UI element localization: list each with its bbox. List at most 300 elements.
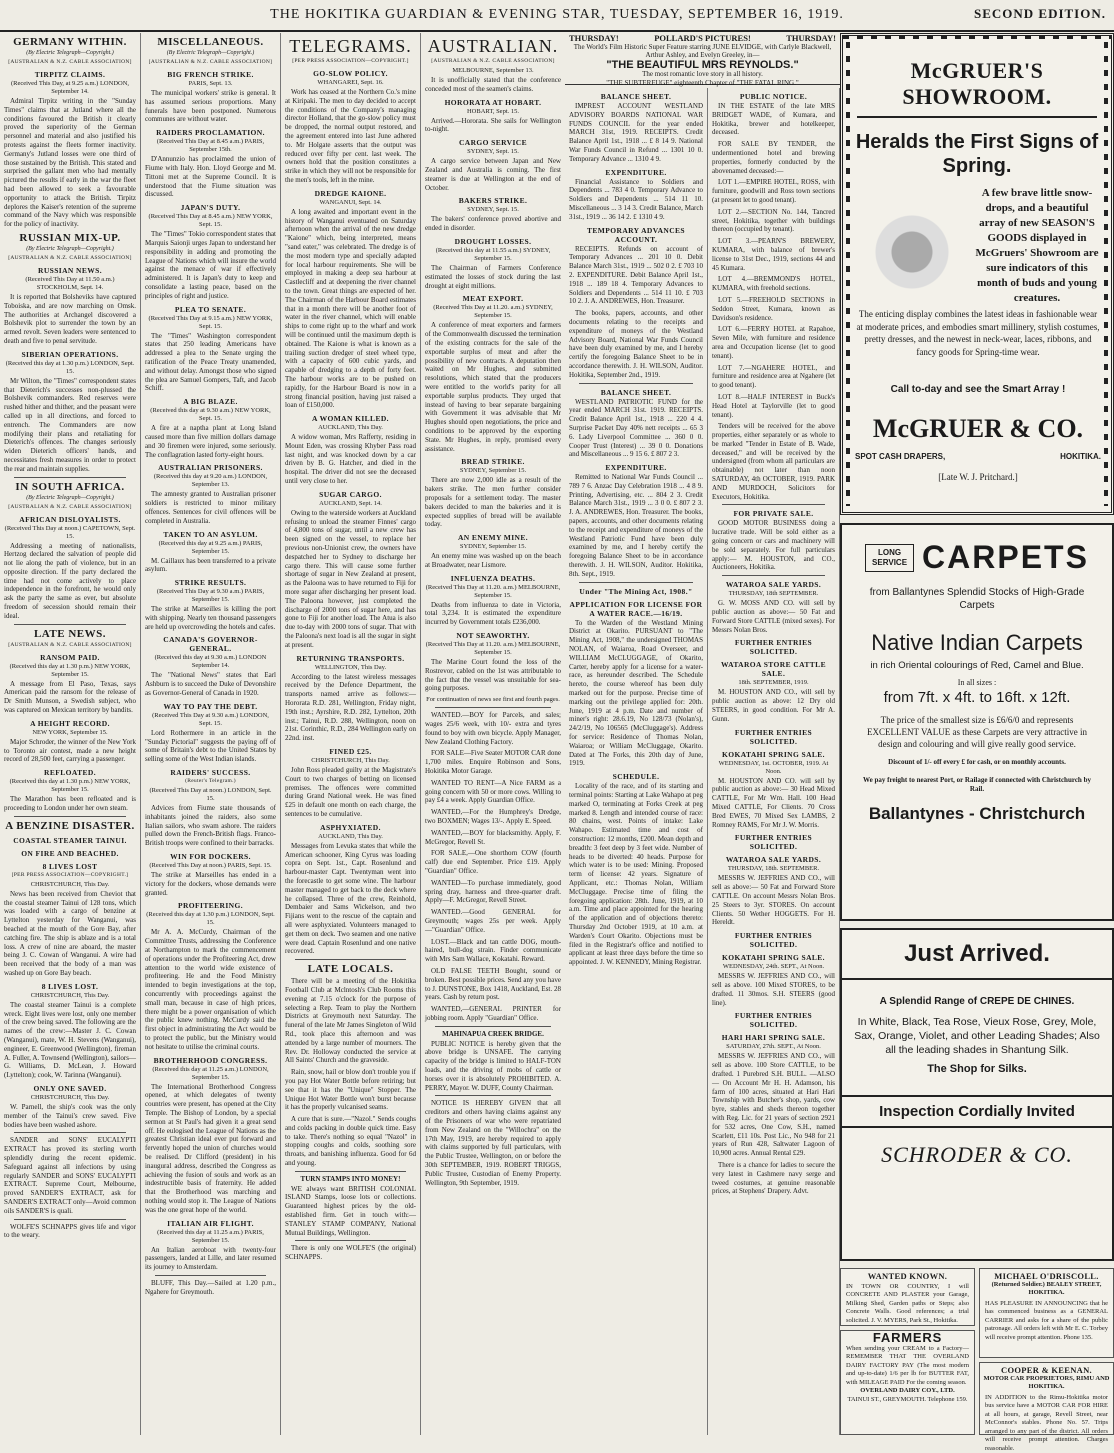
divider <box>579 582 693 583</box>
carpets-sizes: In all sizes : <box>842 678 1112 687</box>
article-body: Deaths from influenza to date in Victoria, total 3,234. It is estimated the expenditure incurred by Government totals £236,000. <box>425 601 561 627</box>
credit: (By Electric Telegraph—Copyright.) <box>4 50 136 57</box>
advert-wolfe: There is only one WOLFE'S (the original) SCHNAPPS. <box>285 1244 416 1262</box>
subhead: GO-SLOW POLICY. <box>285 69 416 78</box>
stock-sale-date: WEDNESDAY, 24th. SEPT., At Noon. <box>712 963 835 971</box>
odriscoll-head: MICHAEL O'DRISCOLL. <box>980 1272 1113 1281</box>
continuation-note: For continuation of news see first and fourth pages. <box>425 696 561 704</box>
article-body: An Italian aeroboat with twenty-four passengers, landed at Lille, and later resumed its journey to Amsterdam. <box>145 1246 276 1272</box>
article-body: It is unofficially stated that the conference conceded most of the seamen's claims. <box>425 76 561 94</box>
carpets-firm: Ballantynes - Christchurch <box>842 804 1112 824</box>
divider <box>14 477 126 478</box>
credit: (By Electric Telegraph—Copyright.) <box>4 246 136 253</box>
dateline: (Received This Day at noon.) PARIS, Sept. 15. <box>145 862 276 870</box>
stock-sale-body: MESSRS W. JEFFRIES AND CO., will sell as above. 100 Mixed STORES, to be drafted. 11 30mos. S.H. STEERS (good line). <box>712 972 835 1007</box>
divider <box>842 978 1112 980</box>
temporary-advances-head: TEMPORARY ADVANCES ACCOUNT. <box>569 226 703 244</box>
subhead: 8 LIVES LOST. <box>4 982 136 991</box>
subhead: HORORATA AT HOBART. <box>425 98 561 107</box>
dateline: (Received This Day at 11.50 a.m.) STOCKHOLM, Sept. 14. <box>4 276 136 292</box>
cinema-line-3: "THE SUBTERFUGE" eighteenth Chapter of "THE FATAL RING." <box>569 79 836 88</box>
classifieds-list <box>425 711 561 1023</box>
article-body: Advices from Fiume state thousands of inhabitants joined the raiders, also some Italian sailors, who swam ashore. The raiders pulled down the French-British flags. Franco-British troops were confined to their barracks. <box>145 804 276 848</box>
stock-sale <box>712 1033 835 1158</box>
mcgruer-showroom-ad <box>840 33 1114 515</box>
balance-sheet-body: Financial Assistance to Soldiers and Dependents ... 783 4 0. Temporary Advance to Soldiers and Dependents ... 514 11 10. Miscellaneous ... 3 14 3. Credit Balance, March 31st., 1919 ... 36 14 2. £ 1310 4 9. <box>569 178 703 222</box>
article-body: W. Parnell, the ship's cook was the only member of the Tainui's crew saved. Five bodies have been washed ashore. <box>4 1103 136 1129</box>
cinema-name: POLLARD'S PICTURES! <box>654 34 751 43</box>
dateline: SYDNEY, Sept. 15. <box>425 148 561 156</box>
dateline: AUCKLAND, Sept. 14. <box>285 500 416 508</box>
subhead: ITALIAN AIR FLIGHT. <box>145 1219 276 1228</box>
subhead: PROFITEERING. <box>145 901 276 910</box>
subhead: ON FIRE AND BEACHED. <box>4 849 136 858</box>
cinema-day-right: THURSDAY! <box>786 34 836 43</box>
article-body: Addressing a meeting of nationalists, Hertzog declared the salvation of people did not lie along the path of violence, but in an opposite direction. If the party declared the time had not come actively to place independence in the forefront, he would only ask the party the same as ever, but absolute freedom of secession should remain their ideal. <box>4 542 136 621</box>
stock-sale-head: HARI HARI SPRING SALE. <box>712 1033 835 1042</box>
cooper-head: COOPER & KEENAN. <box>980 1366 1113 1375</box>
stock-sale-head: WATAROA SALE YARDS. <box>712 580 835 589</box>
article-body: Rain, snow, hail or blow don't trouble you if you pay Hot Water Bottle before retiring; but see that it has the "Unique" Stopper. The Unique Hot Water Bottle won't burst because it has the properly vulcanised seams. <box>285 1068 416 1112</box>
stock-sale-body: M. HOUSTON AND CO. will sell by public auction as above:— 30 Head Mixed CATTLE, For Mr Wm. Hall. 100 Head Mixed CATTLE, For Clients. 70 Cross Bred EWES, 70 Mixed Sex LAMBS, 2 Romney RAMS, For Mr J. W. Morris. <box>712 777 835 830</box>
stock-sale <box>712 750 835 830</box>
classified-ad: WANTED TO RENT—A Nice FARM as a going concern with 50 or more cows. Willing to pay £4 a week. Apply Guardian Office. <box>425 779 561 805</box>
advert-wolfe: WOLFE'S SCHNAPPS gives life and vigor to the weary. <box>4 1223 136 1241</box>
headline-late-locals: LATE LOCALS. <box>285 963 416 975</box>
column-5 <box>565 88 707 1435</box>
cooper-keenan-ad <box>979 1362 1114 1435</box>
dateline: (Received This Day at noon.) LONDON, Sept. 15. <box>145 787 276 803</box>
stock-sale <box>712 931 835 949</box>
mcgruer-enticing: The enticing display combines the latest ideas in fashionable wear at moderate prices, and embodies smart millinery, stylish costumes, pretty dresses, and the newest in neck-wear, laces, ribbons, and fancy goods for Spring-time wear. <box>855 308 1101 358</box>
article-body: The Marathon has been refloated and is proceeding to London under her own steam. <box>4 795 136 813</box>
article-body: The coastal steamer Tainui is a complete wreck. Eight lives were lost, only one member of the crew being saved. The following are the names of the crew:—Master J. C. Cowan (Wanganui), mate, W. H. Stevens (Wanganui), engineer, E. Greenwood (Wellington), fireman A. Fuller, A. Townsend (Wellington), sailors—G. Williams, D. McLean, J. Howard (Lyttelton); cook, W. Tarinna (Wanganui). <box>4 1001 136 1080</box>
column-2 <box>140 33 280 1435</box>
article-body: A cargo service between Japan and New Zealand and Australia is coming. The first steamer is due at Wellington at the end of October. <box>425 157 561 192</box>
divider <box>435 707 551 708</box>
tender-lot: LOT 5.—FREEHOLD SECTIONS in Seddon Street, Kumara, known as Davidson's residence. <box>712 296 835 322</box>
dateline: (Received This Day at 11.20. a.m.) SYDNEY, September 15. <box>425 304 561 320</box>
divider <box>722 504 825 505</box>
divider <box>857 116 1097 118</box>
subhead: AFRICAN DISLOYALISTS. <box>4 515 136 524</box>
wanted-known-ad <box>840 1268 975 1326</box>
border-decoration <box>1104 42 1108 506</box>
dateline: SYDNEY, Sept. 15. <box>425 206 561 214</box>
cooper-body: IN ADDITION to the Rimu-Hokitika motor bus service have a MOTOR CAR FOR HIRE at all hours, at garage, Revell Street, near McConnor's stables. Phone No. 57. Trips arranged to any part of the district. All orders will receive prompt attention. Charges reasonable. <box>980 1392 1113 1453</box>
stock-sale-body: MESSRS W. JEFFRIES AND CO., will sell as above:— 50 Fat and Forward Store CATTLE. On account Messrs Nolan Bros. 25 Steers to 3yr. STORES. On account Clients. 50 Wether HOGGETS. For H. Hereldt. <box>712 874 835 927</box>
article-body: The "Times" Tokio correspondent states that Marquis Saionji urges Japan to understand her responsibility in adding and promoting the League of Nations which will insure the world against the menace of war if effectively administered. It is Japan's duty to keep and consolidate a lasting peace, based on the principles of right and justice. <box>145 230 276 300</box>
dateline: CHRISTCHURCH, This Day. <box>4 881 136 889</box>
classified-ad: OLD FALSE TEETH Bought, sound or broken. Best possible prices. Send any you have to J. DUNSTONE, Box 1418, Auckland, Est. 28 years. Cash by return post. <box>425 967 561 1002</box>
divider <box>435 1026 551 1027</box>
stock-sale-head: WATAROA STORE CATTLE SALE. <box>712 660 835 678</box>
stock-sale-date: THURSDAY, 18th SEPTEMBER. <box>712 590 835 598</box>
article-body: The strike at Marseilles is killing the port with shipping. Nearly ten thousand passengers are held up overcrowding the hotels and cafes. <box>145 605 276 631</box>
long-service-badge <box>865 544 914 572</box>
balance-sheet-head: BALANCE SHEET. <box>569 92 703 101</box>
article-body: It is reported that Bolsheviks have captured Toboiska, and are now marching on Omsk. The authorities at Archangel discovered a Bolshevik plot to surrender the town by an armed revolt. Seven leaders were sentenced to death and five to penal servitude. <box>4 293 136 346</box>
subhead: RAIDERS PROCLAMATION. <box>145 128 276 137</box>
shipping-note: BLUFF, This Day.—Sailed at 1.20 p.m., Ngahere for Greymouth. <box>145 1279 276 1297</box>
balance-sheet-body: IMPREST ACCOUNT WESTLAND ADVISORY BOARDS NATIONAL WAR FUNDS COUNCIL for the year ended MARCH 31st, 1919. RECEIPTS. Credit Balance April 1st., 1918 ... £ 8 14 9. National War Funds Council in Refund ... 1301 10 0. Temporary Advance ... 1310 4 9. <box>569 102 703 164</box>
schroder-shop: The Shop for Silks. <box>842 1063 1112 1075</box>
mcgruer-heralds: Heralds the First Signs of Spring. <box>843 130 1111 178</box>
subhead: DREDGE KAIONE. <box>285 189 416 198</box>
subhead: AUSTRALIAN PRISONERS. <box>145 463 276 472</box>
article-body: A widow woman, Mrs Rafferty, residing in Mount Eden, was crossing Khyber Pass road last night, and was knocked down by a car driven by B. G. Hatcher, and died in the hospital. The driver did not see the deceased until very close to her. <box>285 433 416 486</box>
article-body: The strike at Marseilles has ended in a victory for the dockers, whose demands were granted. <box>145 871 276 897</box>
article-body: The amnesty granted to Australian prisoner soldiers is restricted to minor military offences. Sentences for civil offences will be completed in Australia. <box>145 490 276 525</box>
tender-lot: LOT 1.—EMPIRE HOTEL, ROSS, with furniture, goodwill and Ross town sections (at present let to good tenant). <box>712 178 835 204</box>
dateline: PARIS, Sept. 13. <box>145 80 276 88</box>
subhead: AN ENEMY MINE. <box>425 533 561 542</box>
classified-ad: LOST.—Black and tan cattle DOG, mouth-haired, bull-dog strain. Finder communicate with Mrs Sam Wallace, Kokatahi. Reward. <box>425 938 561 964</box>
mahinapua-head: MAHINAPUA CREEK BRIDGE. <box>425 1030 561 1039</box>
snowdrop-illustration <box>857 186 967 296</box>
headline-late-news: LATE NEWS. <box>4 628 136 640</box>
dateline: AUCKLAND, This Day. <box>285 424 416 432</box>
cooper-sub: MOTOR CAR PROPRIETORS, RIMU AND HOKITIKA. <box>980 1375 1113 1392</box>
article-body: The International Brotherhood Congress opened, at which delegates of twenty countries were present, has opened at the City Temple. The Bishop of London, by a special sermon at St Paul's had given it a great send off. He eulogised the League of Nations as the greatest Christian ideal ever put forward and fervently hoped the union of churches would be realised. Dr Clifford (president) in his inaugural address, described the Congress as achieving the fusion of souls and work as an indestructible basis of fraternity. He added that the Brotherhood was marching and nothing would stop it. The League of Nations was the one great hope of the world. <box>145 1083 276 1215</box>
headline-australian: AUSTRALIAN. <box>425 36 561 56</box>
subhead: TIRPITZ CLAIMS. <box>4 70 136 79</box>
headline-russian: RUSSIAN MIX-UP. <box>4 232 136 244</box>
classified-ad: WANTED,—BOY for blacksmithy. Apply, F. McGregor, Revell St. <box>425 829 561 847</box>
cable-association: [AUSTRALIAN & N.Z. CABLE ASSOCIATION] <box>425 58 561 65</box>
subhead: WAY TO PAY THE DEBT. <box>145 702 276 711</box>
divider <box>155 1275 266 1276</box>
stock-sale <box>712 833 835 851</box>
patriotic-balance-body: Remitted to National War Funds Council ... 789 7 6. Anzac Day Celebration 1918 ... 4 8 9. Printing, Advertising, etc. ... 804 2 3. Credit Balance March 31st., 1919 ... 3 0 0. £ 807 2 3. J. A. ANDREWES, Hon. Treasurer. The books, papers, accounts, and other documents relating to the receipt and expenditure of moneys of the Westland Patriotic Fund have been duly examined by me, and I hereby certify the foregoing Balance Sheet to be in accordance therewith. J. H. WILSON, Auditor. Hokitika, 8th. Sept., 1919. <box>569 473 703 579</box>
article-body: Owing to the waterside workers at Auckland refusing to unload the steamer Finnes' cargo of 4,800 tons of sugar, until a new crew has been signed on the vessel, to replace her previous non-Unionist crew, the owners have despatched her to Sydney to discharge her cargo there. This will cause some further shortage of sugar in New Zealand at present, as the Paloona was to have returned to Fiji for more sugar after discharging her present load. The Paloona however, just completed the discharge of 2000 tons of sugar here, and has gone to Fiji for another load. The Atua is also due to-day with 2000 tons of sugar. That with the Paloona's next load is all the sugar in sight at present. <box>285 509 416 650</box>
cable-association: [AUSTRALIAN & N.Z. CABLE ASSOCIATION] <box>4 504 136 511</box>
divider <box>14 624 126 625</box>
divider <box>579 383 693 384</box>
subhead: TAKEN TO AN ASYLUM. <box>145 530 276 539</box>
stock-sale-head: FURTHER ENTRIES SOLICITED. <box>712 728 835 746</box>
mahinapua-body: PUBLIC NOTICE is hereby given that the above bridge is UNSAFE. The carrying capacity of the bridge is limited to HALF-TON loads, and the driving of mobs of cattle or horses over it is absolutely PROHIBITED. A. PERRY, Mayor. W. DUFF, County Chairman. <box>425 1040 561 1093</box>
patriotic-balance-head: BALANCE SHEET. <box>569 388 703 397</box>
dateline: AUCKLAND, This Day. <box>285 833 416 841</box>
dateline: (Received this day at 1.30 p.m.) LONDON, Sept. 15. <box>4 360 136 376</box>
article-body: John Ross pleaded guilty at the Magistrate's Court to two charges of betting on licensed premises. The offences were committed during Grand National week. He was fined £25 in default one month on each charge, the sentences to be cumulative. <box>285 766 416 819</box>
carpets-range: from 7ft. x 4ft. to 16ft. x 12ft. <box>842 689 1112 706</box>
mcgruer-spot <box>855 452 1101 461</box>
column-1 <box>0 33 140 1435</box>
dateline: (Received This Day at 11.20. a.m.) MELBOURNE, September 15. <box>425 641 561 657</box>
stock-sale-head: WATAROA SALE YARDS. <box>712 855 835 864</box>
article-body: A long awaited and important event in the history of Wanganui eventuated on Saturday afternoon when the arrival of the new dredge "Kaione" which, being interpreted, means "sand eater," was celebrated. The dredge is of the most modern type and specially adapted for local harbour requirements. She will be employed in making a deep sea harbour at Castlecliff and at deepening the river channel to the town. Great things are expected of her. The Chairman of the Harbour Board estimates that in a month there will be another foot of water in the river channel, which will enable ships to come right up to the wharf and work will be continued until the maximum depth is obtained. The Kaione is what is known as a trailing suction dredger of steel wheel type, with a capacity of 600 cubic yards, and capable of dredging to a depth of forty feet. The harbour works are to be pushed on rapidly, for the Harbour Board is now in a strong financial position, having just raised a loan of £150,000. <box>285 208 416 410</box>
divider <box>295 959 406 960</box>
tender-lot: LOT 7.—NGAHERE HOTEL, and furniture and residence area at Ngahere (let to good tenant). <box>712 364 835 390</box>
mcgruer-firm: McGRUER & CO. <box>855 414 1101 444</box>
mcgruer-late: [Late W. J. Pritchard.] <box>855 472 1101 482</box>
divider <box>295 1171 406 1172</box>
dateline: WHANGAREI, Sept. 16. <box>285 79 416 87</box>
odriscoll-sub: (Returned Soldier.) BEALEY STREET, HOKITIKA. <box>980 1281 1113 1298</box>
stock-sale-head: FURTHER ENTRIES SOLICITED. <box>712 833 835 851</box>
dateline: (Received This Day at 8.45 a.m.) PARIS, September 15th. <box>145 138 276 154</box>
classified-ad: WANTED,—GENERAL PRINTER for jobbing room. Apply "Guardian" Office. <box>425 1005 561 1023</box>
subhead: BROTHERHOOD CONGRESS. <box>145 1056 276 1065</box>
stock-sale <box>712 638 835 656</box>
dateline: WANGANUI, Sept. 14. <box>285 199 416 207</box>
carpets-logo-row <box>842 539 1112 576</box>
divider <box>14 816 126 817</box>
schroder-silks-ad <box>840 928 1114 1261</box>
subhead: BAKERS STRIKE. <box>425 196 561 205</box>
advert-sander: SANDER and SONS' EUCALYPTI EXTRACT has proved its sterling worth splendidly during the recent epidemic. Safeguard against all infections by using regularly SANDER and SONS' EUCALYPTI EXTRACT. Supreme Court, Melbourne, proved SANDER'S EXTRACT, ask for SANDER'S EXTRACT only—Avoid common oils SANDER'S is quali. <box>4 1136 136 1215</box>
dateline: WELLINGTON, This Day. <box>285 664 416 672</box>
patriotic-balance-body: WESTLAND PATRIOTIC FUND for the year ended MARCH 31st. 1919. RECEIPTS. Credit Balance April 1st., 1918 ... 220 4 4. Surprise Packet Day 40% nett receipts ... 65 3 6. Lady Liverpool Committee ... 360 0 0. Cooper Trust (Interest) ... 39 0 0. Donations and Miscellaneous ... 9 15 6. £ 807 2 3. <box>569 398 703 460</box>
stock-sale-date: SATURDAY, 27th. SEPT., At Noon. <box>712 1043 835 1051</box>
long-service-1: LONG <box>872 548 907 558</box>
mcgruer-spot-label: SPOT CASH DRAPERS, <box>855 452 945 461</box>
stock-sale-body: There is a chance for ladies to secure the very latest in Cashmere navy serge and tweed costumes, at genuine reasonable prices, at Stephens' Drapery. Advt. <box>712 1161 835 1196</box>
stock-sale-body: M. HOUSTON AND CO., will sell by public auction as above: 12 Dry old STEERS, in good condition. For Mr A. Gunn. <box>712 688 835 723</box>
column-6 <box>707 88 840 1435</box>
divider <box>14 1219 126 1220</box>
subhead: RUSSIAN NEWS. <box>4 266 136 275</box>
stock-sale-date: 18th. SEPTEMBER, 1919. <box>712 679 835 687</box>
ballantynes-carpets-ad <box>840 523 1114 921</box>
dateline: (Received This Day at noon.) CAPETOWN, Sept. 15. <box>4 525 136 541</box>
mcgruer-brief: A few brave little snow-drops, and a beautiful array of new SEASON'S GOODS displayed in McGruers' Showroom are sure indicators of this month of buds and young creatures. <box>973 186 1101 306</box>
tender-lot: LOT 3.—PEARN'S BREWERY, KUMARA, with balance of brewer's license to 31st Dec., 1919, sections 44 and 45 Kumara. <box>712 237 835 272</box>
divider <box>722 575 825 576</box>
press-association: [PER PRESS ASSOCIATION—COPYRIGHT.] <box>4 872 136 879</box>
public-notice-body: IN THE ESTATE of the late MRS BRIDGET WADE, of Kumara, and Hokitika, brewer and hotelkeeper, deceased. <box>712 102 835 137</box>
film-title: "THE BEAUTIFUL MRS REYNOLDS." <box>569 61 836 70</box>
carpets-discount: Discount of 1/- off every £ for cash, or on monthly accounts. <box>842 758 1112 766</box>
stock-sale-head: KOKATAHI SPRING SALE. <box>712 953 835 962</box>
dateline: (Received This Day, at 9.25 a.m.) LONDON, September 14. <box>4 80 136 96</box>
subhead: 8 LIVES LOST <box>4 862 136 871</box>
cinema-line-2: The most romantic love story in all history. <box>569 70 836 79</box>
subhead: RANSOM PAID. <box>4 653 136 662</box>
schroder-firm: SCHRODER & CO. <box>842 1142 1112 1168</box>
column-4 <box>420 33 565 1435</box>
credit: (By Electric Telegraph—Copyright.) <box>145 50 276 57</box>
carpets-native: Native Indian Carpets <box>842 630 1112 656</box>
subhead: PLEA TO SENATE. <box>145 305 276 314</box>
schroder-inspect: Inspection Cordially Invited <box>842 1095 1112 1128</box>
mining-body: To the Warden of the Westland Mining District at Okarito. PURSUANT to "The Mining Act, 1908," the undersigned THOMAS NOLAN, of Waiaroa, Road Overseer, and WILLIAM McCLUGGAGE, of Okarito, Carter, hereby apply for a license for a water-race, as hereunder described. The Schedule hereto, the course whereof has been duly marked out for the purpose. Precise time of marking out the privilege applied for: 20th. June, 1919 at 4 p.m. Date and number of miner's right: 28.6.19, No 128/73 (Nolan's), 24/2/19, No 106565 (McCluggage's). Address for service: Residence of Thomas Nolan, Waiaroa; or William McCluggage, Okarito. Dated at The Forks, this 20th day of June, 1919. <box>569 619 703 769</box>
cinema-line-1: The World's Film Historic Super Feature starring JUNE ELVIDGE, with Carlyle Blackwell, Arthur Ashley, and Evelyn Greeley, in— <box>569 43 836 60</box>
dateline: (Received this day at 11.25 a.m.) PARIS, September 15. <box>145 1229 276 1245</box>
stamps-ad-body: WE always want BRITISH COLONIAL ISLAND Stamps, loose lots or collections. Guaranteed highest prices by the old-established firm. Get in touch with:— STANLEY STAMP COMPANY, National Mutual Buildings, Wellington. <box>285 1185 416 1238</box>
dateline: (Received this day at 11.25 a.m.) LONDON, September 15. <box>145 1066 276 1082</box>
classified-ad: WANTED.—Good GENERAL for Greymouth; wages 25s per week. Apply—"Guardian" Office. <box>425 908 561 934</box>
dateline: SYDNEY, September 15. <box>425 467 561 475</box>
subhead: STRIKE RESULTS. <box>145 578 276 587</box>
cable-association: [AUSTRALIAN & N.Z. CABLE ASSOCIATION] <box>145 59 276 66</box>
divider <box>14 1132 126 1133</box>
classified-ad: WANTED,—For the Humphrey's Dredge, two BOXMEN; Wages 13/-. Apply E. Speed. <box>425 808 561 826</box>
tender-body: Tenders will be received for the above properties, either separately or as whole to be marked "Tender in Estate of B. Wade, deceased," and will be received by the undersigned (from whom all particulars are obtainable) not later than noon SATURDAY, 4th OCTOBER, 1919. PARK AND MURDOCH, Solicitors for Executors, Hokitika. <box>712 422 835 501</box>
press-association: [PER PRESS ASSOCIATION—COPYRIGHT.] <box>285 58 416 65</box>
divider <box>295 1240 406 1241</box>
subhead: WIN FOR DOCKERS. <box>145 852 276 861</box>
subhead: INFLUENZA DEATHS. <box>425 574 561 583</box>
subhead: RETURNING TRANSPORTS. <box>285 654 416 663</box>
tender-intro: FOR SALE BY TENDER, the undermentioned hotel and brewing properties, formerly conducted by the abovenamed deceased:— <box>712 140 835 175</box>
article-body: The "Times" Washington correspondent states that 250 leading Americans have addressed a plea to the Senate urging the ratification of the Peace Treaty unamended, and without delay. Amongst those who signed the plea are Samuel Gompers, Taft, and Jacob Schiff. <box>145 332 276 394</box>
dateline: (Received this day at 9.25 a.m.) PARIS, September 15. <box>145 540 276 556</box>
stock-sale-head: KOKATAHI SPRING SALE. <box>712 750 835 759</box>
carpets-rich: in rich Oriental colourings of Red, Camel and Blue. <box>842 660 1112 672</box>
credit: (By Electric Telegraph—Copyright.) <box>4 495 136 502</box>
odriscoll-ad <box>979 1268 1114 1358</box>
schroder-splendid: A Splendid Range of CREPE DE CHINES. <box>842 996 1112 1007</box>
article-body: There will be a meeting of the Hokitika Football Club at Mclntosh's Club Rooms this evening at 7.15 o'clock for the purpose of selecting a Rep. Team to play the Northern Districts at Greymouth next Saturday. The funeral of the late Mr James Singleton of Wild Rd., took place this afternoon and was attended by a large number of mourners. The Rev. Dr. Holloway conducted the service at All Saints' Church and the graveside. <box>285 977 416 1065</box>
wanted-head: WANTED KNOWN. <box>841 1272 974 1281</box>
dateline: CHRISTCHURCH, This Day. <box>4 1094 136 1102</box>
stock-sale <box>712 580 835 634</box>
tender-lot: LOT 2.—SECTION No. 144, Tancred street, Hokitika, together with buildings thereon (occupied by tenant). <box>712 208 835 234</box>
subhead: A BIG BLAZE. <box>145 397 276 406</box>
carpets-price: The price of the smallest size is £6/6/0 and represents EXCELLENT VALUE as these Carpets are very attractive in design and colouring and will give really good service. <box>858 714 1096 750</box>
stock-sale <box>712 1161 835 1196</box>
public-notice-head: PUBLIC NOTICE. <box>712 92 835 101</box>
tender-lot: LOT 6.—FERRY HOTEL at Rapahoe, Seven Mile, with furniture and residence area and Occupation license (let to good tenant). <box>712 325 835 360</box>
stock-sale-head: FURTHER ENTRIES SOLICITED. <box>712 931 835 949</box>
farmers-firm: OVERLAND DAIRY COY., LTD. <box>841 1387 974 1396</box>
headline-miscellaneous: MISCELLANEOUS. <box>145 36 276 48</box>
article-body: Work has ceased at the Northern Co.'s mine at Kiripaki. The men to day decided to accept the conditions of the Company's managing director Holland, that the go-slow policy must be dropped, the normal output restored, and the agreement entered into last June adhered to. Mr Holgate asserts that the output was reduced over fifty per cent. last week. The owners hold that the position constitutes a strike in which they will not be responsible for the men's tools, left in the mine. <box>285 88 416 185</box>
subhead: ONLY ONE SAVED. <box>4 1084 136 1093</box>
stock-sale <box>712 728 835 746</box>
article-body: The bakers' conference proved abortive and ended in disorder. <box>425 215 561 233</box>
headline-south-africa: IN SOUTH AFRICA. <box>4 481 136 493</box>
article-body: M. Caillaux has been transferred to a private asylum. <box>145 557 276 575</box>
subhead: SCHEDULE. <box>569 772 703 781</box>
cinema-day-left: THURSDAY! <box>569 34 619 43</box>
article-body: A cure that is sure.—"Nazol." Sends coughs and colds packing in double quick time. Easy to take. There's nothing so equal "Nazol" in stopping coughs and colds, soothing sore throats, and banishing influenza. Good for 6d and young. <box>285 1115 416 1168</box>
dateline: MELBOURNE, September 13. <box>425 67 561 75</box>
subhead: CANADA'S GOVERNOR-GENERAL. <box>145 635 276 653</box>
stock-sale <box>712 1011 835 1029</box>
dateline: (Received this day at 11.55 a.m.) SYDNEY, September 15. <box>425 247 561 263</box>
subhead: JAPAN'S DUTY. <box>145 203 276 212</box>
private-sale-head: FOR PRIVATE SALE. <box>712 509 835 518</box>
subhead: A WOMAN KILLED. <box>285 414 416 423</box>
article-body: A fire at a naptha plant at Long Island caused more than five million dollars damage and 30 firemen were injured, some seriously. The conflagration lasted forty-eight hours. <box>145 424 276 459</box>
article-body: The Chairman of Farmers Conference estimated the losses of stock during the last drought at eight millions. <box>425 264 561 290</box>
article-body: A message from El Paso, Texas, says American paid the ransom for the release of Dr Smith Munson, a Swedish subject, who was captured on Mexican territory by bandits. <box>4 680 136 715</box>
carpets-headline: CARPETS <box>922 539 1089 576</box>
cable-association: [AUSTRALIAN & N.Z. CABLE ASSOCIATION] <box>4 642 136 649</box>
dateline: NEW YORK, September 15. <box>4 729 136 737</box>
farmers-ad <box>840 1330 975 1435</box>
subhead: SIBERIAN OPERATIONS. <box>4 350 136 359</box>
wanted-body: IN TOWN OR COUNTRY, I will CONCRETE AND PLASTER your Garage, Milking Shed, Garden paths or Steps; also Concrete Walls. Good references; a trial solicited. J. V. MYERS, Park St., Hokitika. <box>841 1281 974 1326</box>
tender-lot: LOT 4.—BREMMOND'S HOTEL, KUMARA, with freehold sections. <box>712 275 835 293</box>
edition-label: SECOND EDITION. <box>974 6 1106 22</box>
article-body: D'Annunzio has proclaimed the union of Fiume with Italy. Hon. Lloyd George and M. Tittoni met at the Supreme Council. It is understood that the Fiume situation was discussed. <box>145 155 276 199</box>
farmers-head: FARMERS <box>841 1334 974 1343</box>
tender-lots-list <box>712 178 835 419</box>
subhead: SUGAR CARGO. <box>285 490 416 499</box>
dateline: CHRISTCHURCH, This Day. <box>4 992 136 1000</box>
subhead: EXPENDITURE. <box>569 463 703 472</box>
article-body: Lord Rothermere in an article in the "Sunday Pictorial" suggests the paying off of some of Britain's debt to the United States by selling some of the West Indian islands. <box>145 729 276 764</box>
subhead: COASTAL STEAMER TAINUI. <box>4 836 136 845</box>
classified-ad: FOR SALE—Five Seater MOTOR CAR done 1,700 miles. Enquire Robinson and Sons, Hokitika Motor Garage. <box>425 749 561 775</box>
reuters-credit: (Reuter's Telegram.) <box>145 778 276 785</box>
stock-sale-date: WEDNESDAY, 1st. OCTOBER, 1919. At Noon. <box>712 760 835 776</box>
article-body: Major Schroder, the winner of the New York to Toronto air contest, made a new height record of 28,500 feet, carrying a passenger. <box>4 738 136 764</box>
article-body: A conference of meat exporters and farmers of the Commonwealth discussed the termination of the existing contracts for the sale of the exportable surplus of meat and after the possibility of new contracts. A deputation then waited on Mr Hughes, and submitted resolutions, which stated that the producers were entitled to the world's parity for all exportable surplus products. They urged that instead of having to bear separate bargaining with Government it was advisable that Mr Hughes should open negotiations, the price and conditions to be approved by the exporting State. Mr Hughes, in reply, promised every assistance. <box>425 321 561 453</box>
dateline: (Received This Day at 8.45 a.m.) NEW YORK, Sept. 15. <box>145 213 276 229</box>
subhead: CARGO SERVICE <box>425 138 561 147</box>
subhead: EXPENDITURE. <box>569 168 703 177</box>
article-body: According to the latest wireless messages received by the Defence Department, the transports named arrive as follows:— Hororata R.D. 281, Wellington, Friday night, 19th inst.; Ayrshire, R.D. 282, Lyttelton, 20th inst.; Tainui, R.D. 288, Wellington, noon on 21st. Corinthic, R.D., 284 Wellington early on 22nd. inst. <box>285 673 416 743</box>
dateline: HOBART, Sept. 15. <box>425 108 561 116</box>
subhead: FINED £25. <box>285 747 416 756</box>
dateline: (Received This Day at 9.30 a.m.) LONDON, Sept. 15. <box>145 712 276 728</box>
mining-body: Locality of the race, and of its starting and terminal points: Starting at Lake Wahapo at peg marked O, terminating at Forks Creek at peg marked 8. Length and intended course of race: 80 chains, west. Points of intake: Lake Wahapo. Estimated time and cost of construction: 12 months, £200. Mean depth and breadth: 3 feet deep by 3 feet wide. Number of heads to be diverted: 40 heads. Purpose for which water is to be used: Mining. Proposed term of license: 42 years. Signature of Applicant, etc.: Thomas Nolan, William McCluggage. Precise time of filing the foregoing application: 28th. June, 1919, at 10 a.m. Time and place appointed for the hearing of the application and of objections thereto: Thursday 2nd October 1919, at 10 a.m. at Warden's Court Okarito. Objections must be filed in the Registrar's office and notified to applicant at least three days before the time so appointed. J. W. KENNEDY, Mining Registrar. <box>569 782 703 967</box>
article-body: An enemy mine was washed up on the beach at Broadwater, near Lismore. <box>425 552 561 570</box>
stock-sale-body: G. W. MOSS AND CO. will sell by public auction as above:— 50 Fat and Forward Store CATTLE (mixed sexes). For Messrs Nolan Bros. <box>712 599 835 634</box>
dateline: (Received this day at 1.30 p.m.) NEW YORK, September 15. <box>4 778 136 794</box>
stock-sale-body: MESSRS W. JEFFRIES AND CO., will sell as above. 100 Store CATTLE, to be drafted. 1 Purebred S.H. BULL. —ALSO— On Account Mr H. H. Adamson, his farm of 100 acres, situated at Hari Hari Township with Butcher's shop, yards, cow byre, stables and sheds thereon together with Reg. Lic. for 21 years of section 2921 for 532 acres, One Cow, S.H., named Scarlett, £11 10s. Post Lic., No 948 for 21 years of Run 428, Saltwater Lagoon of 10,900 acres. Annual Rental £29. <box>712 1052 835 1158</box>
subhead: NOT SEAWORTHY. <box>425 631 561 640</box>
schroder-colours: In White, Black, Tea Rose, Vieux Rose, Grey, Mole, Sax, Orange, Violet, and other Leading Shades; Also all the leading shades in Shantung Silk. <box>854 1015 1100 1057</box>
temporary-advances-body: RECEIPTS. Refunds on account of Temporary Advances ... 201 10 0. Debit Balance March 31st., 1919 ... 502 0 2. £ 703 10 2. EXPENDITURE. Debit Balance April 1st., 1918 ... 189 18 4. Temporary Advances to Soldiers and Dependents ... 514 11 10. £ 703 10 2. J. A. ANDREWES, Hon. Treasurer. <box>569 245 703 307</box>
carpets-from: from Ballantynes Splendid Stocks of High-Grade Carpets <box>842 586 1112 612</box>
mcgruer-town: HOKITIKA. <box>1060 452 1101 461</box>
article-body: Arrived.—Hororata. She sails for Wellington to-night. <box>425 117 561 135</box>
dateline: (Received This Day at 11.20. a.m.) MELBOURNE, September 15. <box>425 584 561 600</box>
stock-sales-list <box>712 580 835 1196</box>
subhead: MEAT EXPORT. <box>425 294 561 303</box>
article-body: Admiral Tirpitz writing in the "Sunday Times" claims that at Jutland where all the conditions favoured the British it clearly proved the superiority of the German personnel and material and also justified his protests against the fleets former inactivity. Germany's Jutland losses were one third of those sustained by the British. This stated and surprised the gallant men who had mentally pictured the results if early in the war the fleet had been allowed to seek a favourable opportunity to attack the British. Tirpitz deplores the Kaiser's retention of the supreme command of the Navy which was responsible for the policy of inactivity. <box>4 97 136 229</box>
article-body: News has been received from Cheviot that the coastal steamer Tainui of 128 tons, which was loaded with a cargo of benzine at Lyttelton yesterday for Wanganui, was beached at the mouth of the Gore Bay, after catching fire. The ship is ablaze and is a total loss. A crew of nine are aboard, the master being J. C. Cowan of Wanganui. A wire had been received that the body of a man was washed up on Gore Bay beach. <box>4 890 136 978</box>
stock-sale <box>712 953 835 1007</box>
stock-sale-head: FURTHER ENTRIES SOLICITED. <box>712 1011 835 1029</box>
pollards-pictures-ad <box>565 33 840 85</box>
farmers-body: When sending your CREAM to a Factory— REMEMBER THAT THE OVERLAND DAIRY FACTORY PAY (The most modern and up-to-date) 1/6 per lb for BUTTER FAT, with MILEAGE PAID For the coming season. <box>841 1343 974 1388</box>
stock-sale <box>712 660 835 723</box>
dateline: (Received this day at 9.20 a.m.) LONDON, September 13. <box>145 473 276 489</box>
stock-sale <box>712 855 835 927</box>
mining-act-head: Under "The Mining Act, 1908." <box>569 587 703 596</box>
masthead <box>0 0 1114 32</box>
headline-benzine-disaster: A BENZINE DISASTER. <box>4 820 136 832</box>
dateline: SYDNEY, September 15. <box>425 543 561 551</box>
farmers-address: TAINUI ST., GREYMOUTH. Telephone 159. <box>841 1396 974 1405</box>
classified-ad: WANTED.—BOY for Parcels, and sales; wages 25/6 week, with 10/- extra and tyres found to boy with own bicycle. Apply Manager, New Zealand Clothing Factory. <box>425 711 561 746</box>
dateline: CHRISTCHURCH, This Day. <box>285 757 416 765</box>
subhead: A HEIGHT RECORD. <box>4 719 136 728</box>
tender-lot: LOT 8.—HALF INTEREST in Buck's Head Hotel at Taylorville (let to good tenant). <box>712 393 835 419</box>
schroder-just-arrived: Just Arrived. <box>842 940 1112 968</box>
private-sale-body: GOOD MOTOR BUSINESS doing a lucrative trade. Will be sold either as a going concern or cars and machinery will be sold separately. For full particulars apply:— M. HOUSTON, and CO., Auctioneers, Hokitika. <box>712 519 835 572</box>
dateline: (Received this day at 9.30 a.m.) NEW YORK, Sept. 15. <box>145 407 276 423</box>
mcgruer-call: Call to-day and see the Smart Array ! <box>855 384 1101 395</box>
subhead: BREAD STRIKE. <box>425 457 561 466</box>
long-service-2: SERVICE <box>872 558 907 568</box>
article-body: Mr Wilton, the "Times" correspondent states that Dieterich's successes non-plussed the Bolshevik commanders. Red reserves were rushed hither and thither, and the peasant were called up in all directions, and forced to entrench. The Commanders are now modifying their plans and retaliating for Dieterich's offences. The changes seriously widen Dieterich officers' hands, and necessitates fresh measures in order to protect the rear and maintain supplies. <box>4 377 136 474</box>
column-3 <box>280 33 420 1435</box>
article-body: The Marine Court found the loss of the Rostrevor, cabled on the 1st was attributable to the fact that the vessel was unsuitable for sea-going purposes. <box>425 658 561 693</box>
mcgruer-title: McGRUER'S SHOWROOM. <box>843 58 1111 110</box>
classified-ad: WANTED—To purchase immediately, good spring dray, harness and three-quarter draft. Apply—F. McGregor, Revell Street. <box>425 879 561 905</box>
headline-germany: GERMANY WITHIN. <box>4 36 136 48</box>
dateline: (Received this day at 9.30 a.m.) LONDON September 14. <box>145 654 276 670</box>
